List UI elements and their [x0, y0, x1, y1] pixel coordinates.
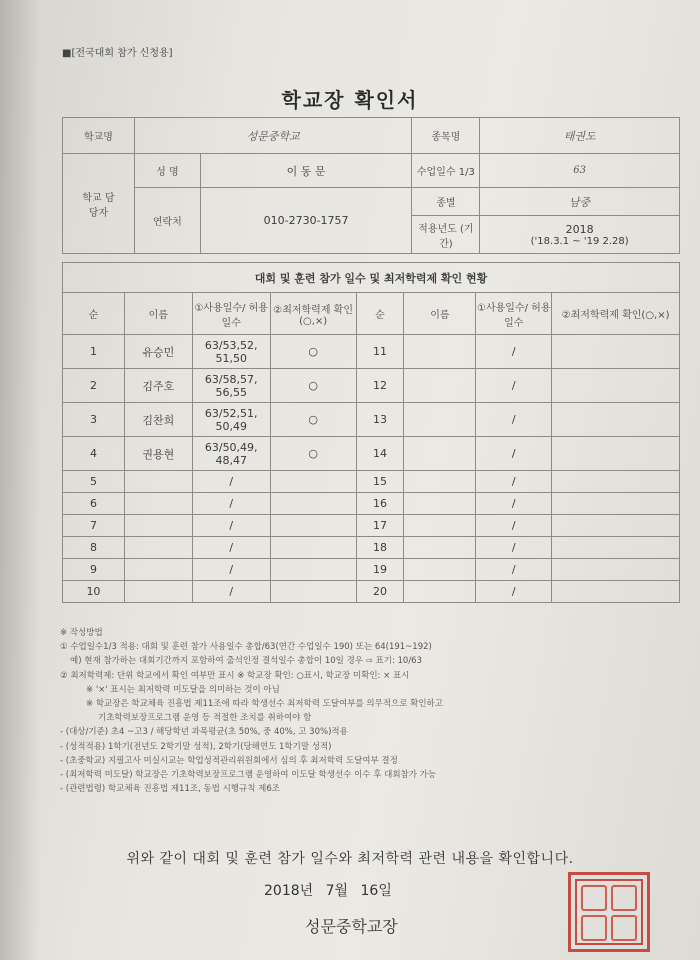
manager-label [63, 154, 135, 254]
row-check: ○ [270, 335, 356, 369]
row-check-2 [552, 559, 680, 581]
table-row [63, 437, 680, 471]
contact-label: 연락처 [134, 188, 200, 254]
row-name-2 [404, 515, 476, 537]
writing-instructions [60, 626, 670, 796]
row-no: 9 [63, 559, 125, 581]
gender-label: 종별 [412, 188, 480, 216]
table-row [63, 493, 680, 515]
row-days: 63/53,52, 51,50 [192, 335, 270, 369]
col-check-2: ②최저학력제 확인(○,×) [552, 293, 680, 335]
table-row [63, 581, 680, 603]
row-no: 7 [63, 515, 125, 537]
row-name: 유승민 [124, 335, 192, 369]
row-name-2 [404, 581, 476, 603]
row-days-2: / [476, 335, 552, 369]
year-cell [480, 216, 680, 254]
note-line: ※ '×' 표시는 최저학력 미도달을 의미하는 것이 아님 [86, 684, 280, 695]
row-name-2 [404, 559, 476, 581]
row-no: 6 [63, 493, 125, 515]
row-check: ○ [270, 437, 356, 471]
row-days-2: / [476, 515, 552, 537]
note-line: - (성적적용) 1학기(전년도 2학기말 성적), 2학기(당해연도 1학기말 성적) [60, 741, 332, 752]
note-line: - (최저학력 미도달) 학교장은 기초학력보장프로그램 운영하여 이도달 학생선수 이수 후 대회참가 가능 [60, 770, 437, 781]
row-no-2: 18 [356, 537, 404, 559]
row-days-2: / [476, 493, 552, 515]
manager-label-text: 학교 담당자 [82, 192, 115, 219]
row-name [124, 581, 192, 603]
principal-signature: 성문중학교장 [305, 917, 398, 936]
sport-label: 종목명 [412, 118, 480, 154]
row-days-2: / [476, 369, 552, 403]
row-days: / [192, 493, 270, 515]
col-no: 순 [63, 293, 125, 335]
row-check-2 [552, 369, 680, 403]
row-no-2: 16 [356, 493, 404, 515]
official-seal-icon [568, 872, 650, 952]
form-tag: ■[전국대회 참가 신청용] [62, 48, 173, 59]
year-value: 2018 [565, 222, 594, 236]
row-check-2 [552, 437, 680, 471]
col-check: ②최저학력제 확인(○,×) [270, 293, 356, 335]
row-no-2: 19 [356, 559, 404, 581]
table-row [63, 335, 680, 369]
name-value: 이 동 문 [200, 154, 412, 188]
col-no-2: 순 [356, 293, 404, 335]
year-label: 적용년도 (기간) [412, 216, 480, 254]
row-check [270, 537, 356, 559]
table-row [63, 515, 680, 537]
note-line: 예) 현재 참가하는 대회기간까지 포함하여 출석인정 결석일수 총합이 10일 경우 ⇨ 표기: 10/63 [70, 656, 423, 667]
row-check: ○ [270, 369, 356, 403]
note-line: - (대상/기준) 초4 ~고3 / 해당학년 과목평균(초 50%, 중 40%, 고 30%)적용 [60, 727, 348, 738]
table-row [63, 403, 680, 437]
row-days-2: / [476, 559, 552, 581]
row-days: / [192, 471, 270, 493]
row-name [124, 559, 192, 581]
row-days: 63/50,49, 48,47 [192, 437, 270, 471]
row-check-2 [552, 471, 680, 493]
note-line: ① 수업일수1/3 적용: 대회 및 훈련 참가 사용일수 총합/63(연간 수업일수 190) 또는 64(191~192) [60, 642, 432, 653]
note-line: ※ 학교장은 학교체육 진흥법 제11조에 따라 학생선수 최저학력 도달여부를 의무적으로 확인하고 [86, 699, 443, 710]
class-days-value: 63 [480, 154, 680, 188]
col-days: ①사용일수/ 허용일수 [192, 293, 270, 335]
row-name-2 [404, 403, 476, 437]
note-line: - (초중학교) 지필고사 미실시교는 학업성적관리위원회에서 심의 후 최저학력 도달여부 결정 [60, 755, 398, 766]
row-days-2: / [476, 437, 552, 471]
row-name-2 [404, 335, 476, 369]
row-days: / [192, 537, 270, 559]
table-row [63, 369, 680, 403]
row-name-2 [404, 437, 476, 471]
row-check: ○ [270, 403, 356, 437]
row-no: 3 [63, 403, 125, 437]
row-days-2: / [476, 581, 552, 603]
row-name-2 [404, 537, 476, 559]
row-check [270, 559, 356, 581]
row-no-2: 17 [356, 515, 404, 537]
row-days: 63/58,57, 56,55 [192, 369, 270, 403]
row-days-2: / [476, 403, 552, 437]
row-days: 63/52,51, 50,49 [192, 403, 270, 437]
row-name-2 [404, 369, 476, 403]
contact-value: 010-2730-1757 [200, 188, 412, 254]
date-month: 7월 [325, 883, 349, 899]
note-line: ② 최저학력제: 단위 학교에서 확인 여부만 표시 ※ 학교장 확인: ○표시, 학교장 미확인: × 표시 [60, 670, 410, 681]
period-value: ('18.3.1 ~ '19 2.28) [530, 235, 629, 247]
row-name [124, 537, 192, 559]
row-days: / [192, 581, 270, 603]
note-line: 기초학력보장프로그램 운영 등 적절한 조치를 취하여야 함 [98, 713, 312, 724]
row-name: 김찬희 [124, 403, 192, 437]
confirmation-text: 위와 같이 대회 및 훈련 참가 일수와 최저학력 관련 내용을 확인합니다. [126, 851, 574, 867]
note-line: ※ 작성방법 [60, 628, 103, 638]
row-no: 10 [63, 581, 125, 603]
row-no-2: 12 [356, 369, 404, 403]
table-row [63, 537, 680, 559]
row-no-2: 15 [356, 471, 404, 493]
row-no: 2 [63, 369, 125, 403]
row-name-2 [404, 493, 476, 515]
gender-value: 남중 [480, 188, 680, 216]
row-no-2: 13 [356, 403, 404, 437]
table-row [63, 559, 680, 581]
school-info-table [62, 117, 680, 254]
row-days: / [192, 515, 270, 537]
row-check [270, 493, 356, 515]
table-row [63, 471, 680, 493]
row-no-2: 20 [356, 581, 404, 603]
sport-value: 태권도 [480, 118, 680, 154]
col-name-2: 이름 [404, 293, 476, 335]
col-days-2: ①사용일수/ 허용일수 [476, 293, 552, 335]
note-line: - (관련법령) 학교체육 진흥법 제11조, 동법 시행규칙 제6조 [60, 784, 280, 795]
row-no: 1 [63, 335, 125, 369]
row-check-2 [552, 403, 680, 437]
col-name: 이름 [124, 293, 192, 335]
row-days-2: / [476, 537, 552, 559]
row-check-2 [552, 335, 680, 369]
date-year: 2018년 [264, 883, 314, 899]
row-no: 8 [63, 537, 125, 559]
row-check-2 [552, 493, 680, 515]
row-check [270, 515, 356, 537]
class-days-label: 수업일수 1/3 [412, 154, 480, 188]
row-days-2: / [476, 471, 552, 493]
row-check-2 [552, 581, 680, 603]
school-name-value: 성문중학교 [134, 118, 411, 154]
row-days: / [192, 559, 270, 581]
row-check [270, 471, 356, 493]
school-name-label: 학교명 [63, 118, 135, 154]
row-name [124, 471, 192, 493]
row-name-2 [404, 471, 476, 493]
row-name: 김주호 [124, 369, 192, 403]
section-title: 대회 및 훈련 참가 일수 및 최저학력제 확인 현황 [63, 263, 680, 293]
row-name [124, 493, 192, 515]
row-name: 권용현 [124, 437, 192, 471]
date-day: 16일 [360, 883, 392, 899]
page-shadow [0, 0, 40, 960]
document-title: 학교장 확인서 [281, 88, 419, 112]
row-no: 4 [63, 437, 125, 471]
row-no-2: 14 [356, 437, 404, 471]
issue-date [264, 880, 392, 900]
name-label: 성 명 [134, 154, 200, 188]
row-no: 5 [63, 471, 125, 493]
row-name [124, 515, 192, 537]
row-check [270, 581, 356, 603]
row-check-2 [552, 515, 680, 537]
row-no-2: 11 [356, 335, 404, 369]
row-check-2 [552, 537, 680, 559]
participation-table [62, 262, 680, 603]
